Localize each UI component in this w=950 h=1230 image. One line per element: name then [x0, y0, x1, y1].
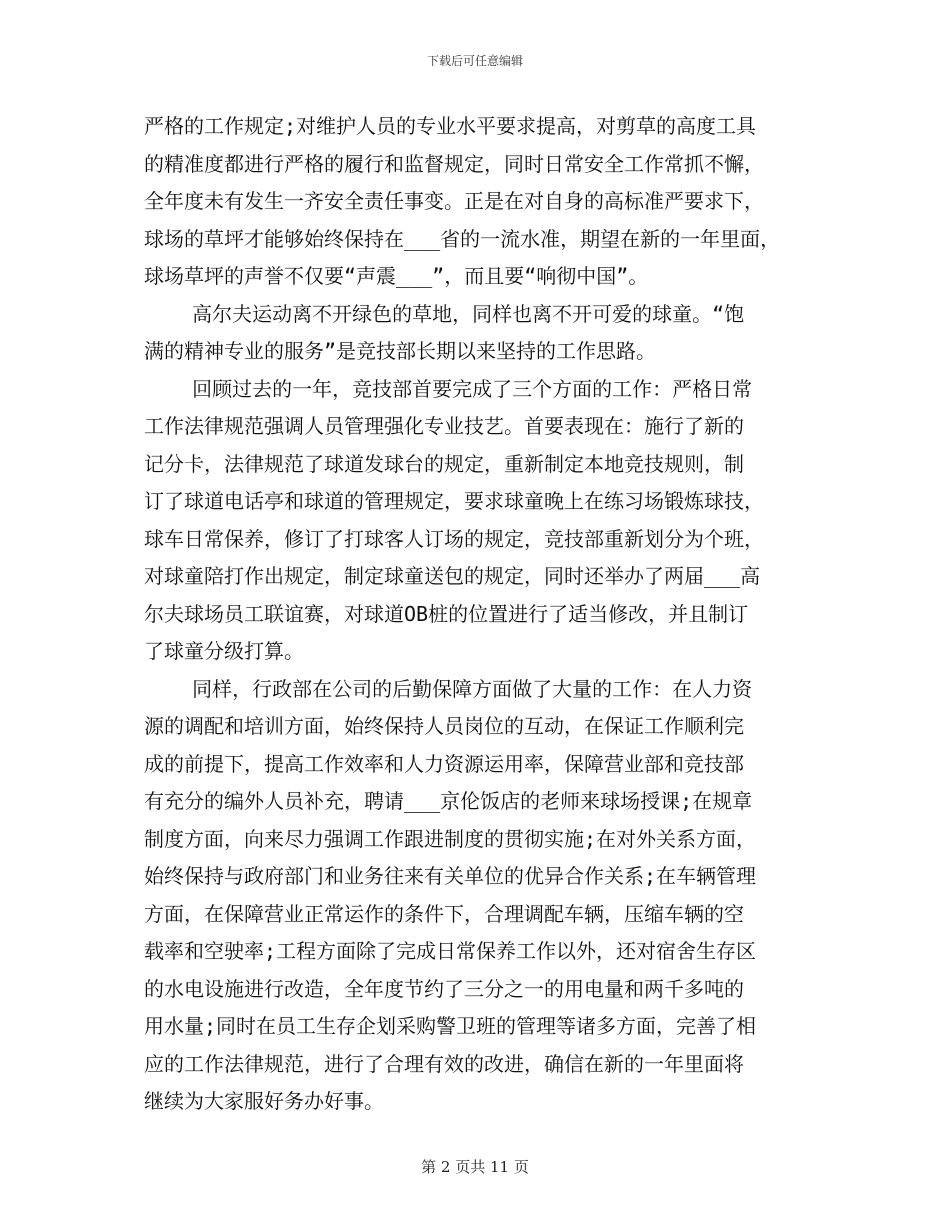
text-line: 了球童分级打算。 [144, 639, 304, 663]
text-line: 严格的工作规定;对维护人员的专业水平要求提高，对剪草的高度工具 [144, 114, 757, 138]
text-line: 有充分的编外人员补充，聘请___京伦饭店的老师来球场授课;在规章 [144, 789, 753, 813]
page-header: 下载后可任意编辑 [426, 54, 523, 68]
text-line: 始终保持与政府部门和业务往来有关单位的优异合作关系;在车辆管理 [144, 864, 757, 888]
text-line: 记分卡，法律规范了球道发球台的规定，重新制定本地竞技规则，制 [144, 451, 744, 476]
text-line: 对球童陪打作出规定，制定球童送包的规定，同时还举办了两届___高 [144, 564, 761, 588]
text-line: 尔夫球场员工联谊赛，对球道OB桩的位置进行了适当修改，并且制订 [144, 601, 749, 626]
page-number: 第 2 页共 11 页 [421, 1158, 529, 1176]
document-body [144, 108, 806, 1121]
text-line: 球场的草坪才能够始终保持在___省的一流水准，期望在新的一年里面， [144, 226, 781, 251]
text-line: 同样，行政部在公司的后勤保障方面做了大量的工作：在人力资 [144, 676, 753, 701]
text-line: 的水电设施进行改造，全年度节约了三分之一的用电量和两千多吨的 [144, 976, 744, 1001]
text-line: 满的精神专业的服务”是竞技部长期以来坚持的工作思路。 [144, 339, 657, 363]
text-line: 球场草坪的声誉不仅要“声震___”，而且要“响彻中国”。 [144, 264, 649, 288]
text-line: 成的前提下，提高工作效率和人力资源运用率，保障营业部和竞技部 [144, 751, 744, 776]
text-line: 全年度未有发生一齐安全责任事变。正是在对自身的高标准严要求下， [144, 189, 764, 213]
text-line: 载率和空驶率;工程方面除了完成日常保养工作以外，还对宿舍生存区 [144, 939, 757, 963]
text-line: 球车日常保养，修订了打球客人订场的规定，竞技部重新划分为个班， [144, 526, 764, 551]
text-line: 订了球道电话亭和球道的管理规定，要求球童晚上在练习场锻炼球技， [144, 489, 764, 513]
text-line: 工作法律规范强调人员管理强化专业技艺。首要表现在：施行了新的 [144, 414, 744, 438]
text-line: 制度方面，向来尽力强调工作跟进制度的贯彻实施;在对外关系方面， [144, 826, 757, 851]
text-line: 方面，在保障营业正常运作的条件下，合理调配车辆，压缩车辆的空 [144, 901, 744, 926]
text-line: 用水量;同时在员工生存企划采购警卫班的管理等诸多方面，完善了相 [144, 1014, 757, 1038]
text-line: 回顾过去的一年，竞技部首要完成了三个方面的工作：严格日常 [144, 376, 753, 401]
text-line: 应的工作法律规范，进行了合理有效的改进，确信在新的一年里面将 [144, 1051, 744, 1076]
text-line: 的精准度都进行严格的履行和监督规定，同时日常安全工作常抓不懈， [144, 151, 764, 176]
text-line: 继续为大家服好务办好事。 [144, 1089, 384, 1113]
text-line: 源的调配和培训方面，始终保持人员岗位的互动，在保证工作顺利完 [144, 714, 744, 738]
text-line: 高尔夫运动离不开绿色的草地，同样也离不开可爱的球童。“饱 [144, 301, 745, 326]
